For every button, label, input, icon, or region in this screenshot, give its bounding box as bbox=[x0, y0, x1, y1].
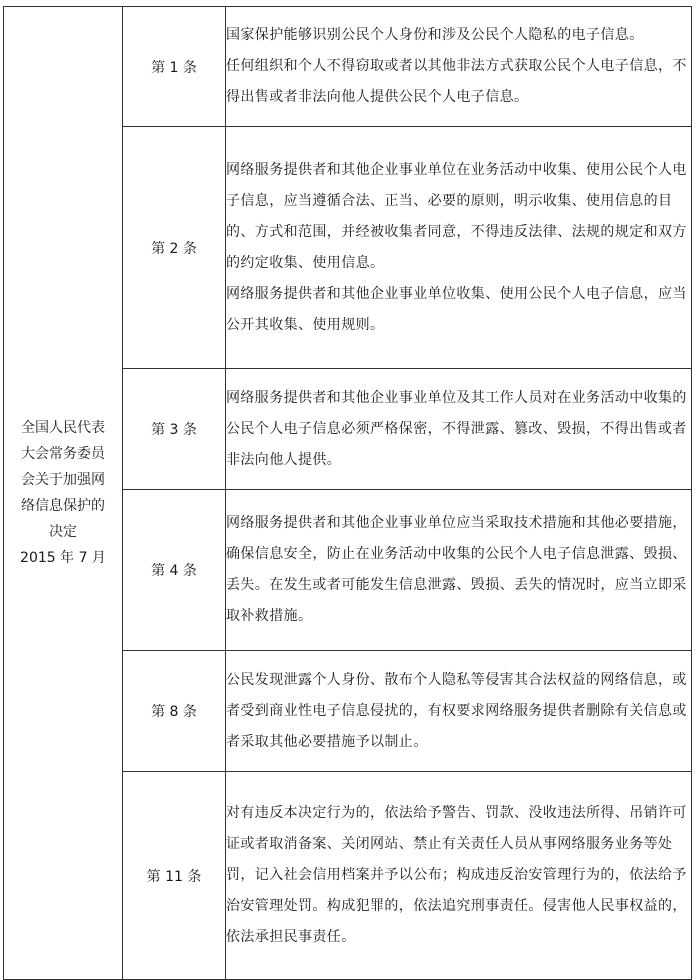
article-number: 第 11 条 bbox=[123, 772, 226, 980]
article-text-cell bbox=[226, 490, 692, 651]
article-paragraph: 对有违反本决定行为的，依法给予警告、罚款、没收违法所得、吊销许可证或者取消备案、关闭网站、禁止有关责任人员从事网络服务业务等处罚，记入社会信用档案并予以公布；构成违反治安管理行为的，依法给予治安管理处罚。构成犯罪的，依法追究刑事责任。侵害他人民事权益的，依法承担民事责任。 bbox=[226, 805, 687, 945]
document-title-line: 大会常务委员 bbox=[21, 446, 105, 462]
article-text-cell bbox=[226, 127, 692, 369]
document-title-line: 会关于加强网 bbox=[21, 472, 105, 488]
article-paragraph: 网络服务提供者和其他企业事业单位在业务活动中收集、使用公民个人电子信息，应当遵循合法、正当、必要的原则，明示收集、使用信息的目的、方式和范围，并经被收集者同意，不得违反法律、法规的规定和双方的约定收集、使用信息。 bbox=[226, 161, 687, 271]
table-row bbox=[4, 7, 692, 127]
article-paragraph: 网络服务提供者和其他企业事业单位收集、使用公民个人电子信息，应当公开其收集、使用规则。 bbox=[226, 285, 687, 333]
article-number: 第 4 条 bbox=[123, 490, 226, 651]
article-number: 第 2 条 bbox=[123, 127, 226, 369]
article-paragraph: 任何组织和个人不得窃取或者以其他非法方式获取公民个人电子信息，不得出售或者非法向他人提供公民个人电子信息。 bbox=[226, 58, 687, 105]
document-title-line: 决定 bbox=[49, 524, 77, 540]
article-text-cell bbox=[226, 7, 692, 127]
document-title-line: 络信息保护的 bbox=[21, 498, 105, 514]
article-paragraph: 公民发现泄露个人身份、散布个人隐私等侵害其合法权益的网络信息，或者受到商业性电子信息侵扰的，有权要求网络服务提供者删除有关信息或者采取其他必要措施予以制止。 bbox=[226, 671, 687, 750]
table-body bbox=[4, 7, 692, 980]
document-title-cell bbox=[4, 7, 123, 980]
article-number: 第 8 条 bbox=[123, 651, 226, 772]
article-number: 第 1 条 bbox=[123, 7, 226, 127]
article-text-cell bbox=[226, 651, 692, 772]
article-paragraph: 国家保护能够识别公民个人身份和涉及公民个人隐私的电子信息。 bbox=[226, 27, 644, 43]
law-articles-table bbox=[3, 6, 692, 980]
article-paragraph: 网络服务提供者和其他企业事业单位应当采取技术措施和其他必要措施，确保信息安全，防止在业务活动中收集的公民个人电子信息泄露、毁损、丢失。在发生或者可能发生信息泄露、毁损、丢失的情况时，应当立即采取补救措施。 bbox=[226, 515, 687, 624]
article-number: 第 3 条 bbox=[123, 369, 226, 490]
document-title-line: 全国人民代表 bbox=[21, 420, 105, 436]
article-paragraph: 网络服务提供者和其他企业事业单位及其工作人员对在业务活动中收集的公民个人电子信息必须严格保密，不得泄露、篡改、毁损，不得出售或者非法向他人提供。 bbox=[226, 389, 687, 468]
article-text-cell bbox=[226, 772, 692, 980]
article-text-cell bbox=[226, 369, 692, 490]
document-date: 2015 年 7 月 bbox=[20, 550, 106, 566]
